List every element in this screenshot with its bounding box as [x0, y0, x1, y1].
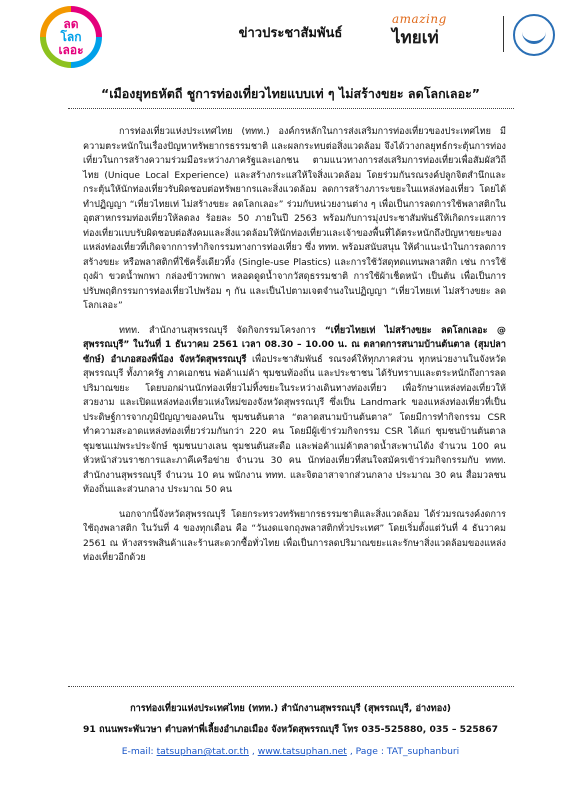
- brand-thai-text: ไทยเท่: [392, 28, 439, 48]
- document-header-title: ข่าวประชาสัมพันธ์: [238, 26, 343, 41]
- paragraph-3: นอกจากนี้จังหวัดสุพรรณบุรี โดยกระทรวงทรัพยากรธรรมชาติและสิ่งแวดล้อม ได้ร่วมรณรงค์งดการใช้ถุงพลาสติก ในวันที่ 4 ของทุกเดือน คือ “วันงดแจกถุงพลาสติกทั่วประเทศ” โดยเริ่มตั้งแต่วันที่ 4 ธันวาคม 2561 ณ ห้างสรรพสินค้าและร้านสะดวกซื้อทั่วไทย เพื่อเป็นการลดปริมาณขยะและรักษาสิ่งแวดล้อมของแหล่งท่องเที่ยวอีกด้วย: [83, 509, 506, 563]
- footer-contacts: [0, 746, 581, 757]
- email-link[interactable]: tatsuphan@tat.or.th: [156, 746, 249, 757]
- footer-address: 91 ถนนพระพันวษา ตำบลท่าพี่เลี้ยงอำเภอเมือง จังหวัดสุพรรณบุรี โทร 035-525880, 035 – 525867: [83, 724, 498, 735]
- footer-organization: การท่องเที่ยวแห่งประเทศไทย (ททท.) สำนักงานสุพรรณบุรี (สุพรรณบุรี, อ่างทอง): [130, 703, 451, 714]
- paragraph-2-rest: เพื่อประชาสัมพันธ์ รณรงค์ให้ทุกภาคส่วน ทุกหน่วยงานในจังหวัดสุพรรณบุรี ทั้งภาครัฐ ภาคเอกชน พ่อค้าแม่ค้า ชุมชนท้องถิ่น และประชาชน ได้รับทราบและตระหนักถึงการลดปริมาณขยะ โดยบอกผ่านนักท่องเที่ยวไม่ทิ้งขยะในระหว่างเดินทางท่องเที่ยว เพื่อรักษาแหล่งท่องเที่ยวให้สวยงาม และเปิดแหล่งท่องเที่ยวแห่งใหม่ของจังหวัดสุพรรณบุรี ซึ่งเป็น Landmark ของแหล่งท่องเที่ยวที่เป็นประดิษฐ์การจากภูมิปัญญาของคนใน ชุมชนต้นตาล “ตลาดสนามบ้านต้นตาล” โดยมีการทำกิจกรรม CSR ทำความสะอาดแหล่งท่องเที่ยวร่วมกันกว่า 220 คน โดยมีผู้เข้าร่วมกิจกรรม CSR ได้แก่ ชุมชนบ้านต้นตาล ชุมชนแม่พระประจักษ์ ชุมชนบางเลน ชุมชนต้นสะดือ และพ่อค้าแม่ค้าตลาดน้ำสะพานได้ง จำนวน 100 คน หัวหน้าส่วนราชการและภาคีเครือข่าย จำนวน 30 คน นักท่องเที่ยวที่สนใจสมัครเข้าร่วมกิจกรรมกับ ททท. สำนักงานสุพรรณบุรี จำนวน 10 คน พนักงาน ททท. และจิตอาสาจากส่วนกลาง ประมาณ 30 คน สื่อมวลชนท้องถิ่นและส่วนกลาง ประมาณ 50 คน: [83, 354, 506, 495]
- paragraph-2: [83, 324, 506, 498]
- website-link[interactable]: www.tatsuphan.net: [257, 746, 347, 757]
- facebook-page: TAT_suphanburi: [386, 746, 460, 757]
- amazing-thailand-logo: [392, 12, 504, 51]
- brand-amazing-text: amazing: [392, 12, 447, 26]
- tat-emblem-icon: [513, 14, 555, 56]
- press-release-body: [83, 125, 506, 576]
- contact-separator-2: , Page :: [346, 746, 387, 757]
- logo-divider: [503, 16, 504, 52]
- paragraph-2-lead: ททท. สำนักงานสุพรรณบุรี จัดกิจกรรมโครงการ: [119, 325, 325, 336]
- logo-text-2: โลก: [60, 29, 82, 44]
- paragraph-1: การท่องเที่ยวแห่งประเทศไทย (ททท.) องค์กรหลักในการส่งเสริมการท่องเที่ยวของประเทศไทย มีความตระหนักในเรื่องปัญหาทรัพยากรธรรมชาติ และผลกระทบต่อสิ่งแวดล้อม จึงได้วางกลยุทธ์กระตุ้นการท่องเที่ยวในการสร้างความร่วมมือระหว่างภาครัฐและเอกชน ตามแนวทางการส่งเสริมการท่องเที่ยวเพื่อสัมผัสวิถีไทย (Unique Local Experience) และสร้างกระแสให้ใจสิ่งแวดล้อม โดยร่วมกันรณรงค์ปลูกจิตสำนึกและกระตุ้นให้นักท่องเที่ยวรับผิดชอบต่อทรัพยากรและสิ่งแวดล้อม ลดการสร้างภาระขยะในแหล่งท่องเที่ยว โดยได้ทำปฏิญญา “เที่ยวไทยเท่ ไม่สร้างขยะ ลดโลกเลอะ” ร่วมกับหน่วยงานต่าง ๆ เพื่อเป็นการลดการใช้พลาสติกในอุตสาหกรรมท่องเที่ยวให้ลดลง ร้อยละ 50 ภายในปี 2563 พร้อมกับการมุ่งประชาสัมพันธ์ให้เกิดกระแสการท่องเที่ยวแบบรับผิดชอบต่อสังคมและสิ่งแวดล้อมให้นักท่องเที่ยวและเจ้าของพื้นที่ได้ตระหนักถึงปัญหาขยะของแหล่งท่องเที่ยวที่เกิดจากการทำกิจกรรมทางการท่องเที่ยว ซึ่ง ททท. พร้อมสนับสนุน ให้คำแนะนำในการลดการสร้างขยะ หรือพลาสติกที่ใช้ครั้งเดียวทิ้ง (Single-use Plastics) และการใช้วัสดุทดแทนพลาสติก เช่น การใช้ถุงผ้า ขวดน้ำพกพา กล่องข้าวพกพา หลอดดูดน้ำจากวัสดุธรรมชาติ การใช้ผ้าเช็ดหน้า เป็นต้น เพื่อเป็นการปรับพฤติกรรมการท่องเที่ยวไปพร้อม ๆ กัน และเป็นไปตามเจตจำนงในปฏิญญา “เที่ยวไทยเท่ ไม่สร้างขยะ ลดโลกเลอะ”: [83, 127, 506, 311]
- press-release-headline: “เมืองยุทธหัตถี ชูการท่องเที่ยวไทยแบบเท่ ๆ ไม่สร้างขยะ ลดโลกเลอะ”: [100, 86, 481, 101]
- divider-bottom: [68, 686, 514, 687]
- divider-top: [68, 108, 514, 109]
- logo-text-1: ลด: [63, 16, 79, 31]
- logo-text-3: เลอะ: [58, 42, 84, 57]
- email-label: E-mail:: [121, 746, 157, 757]
- paragraph-2-event: “เที่ยวไทยเท่ ไม่สร้างขยะ ลดโลกเลอะ @ สุพรรณบุรี” ในวันที่ 1 ธันวาคม 2561 เวลา 08.30 – 10.00 น. ณ ตลาดการสนามบ้านต้นตาล (สุมปลาซักษ์) อำเภอสองพี่น้อง จังหวัดสุพรรณบุรี: [83, 325, 506, 365]
- contact-separator-1: ,: [248, 746, 258, 757]
